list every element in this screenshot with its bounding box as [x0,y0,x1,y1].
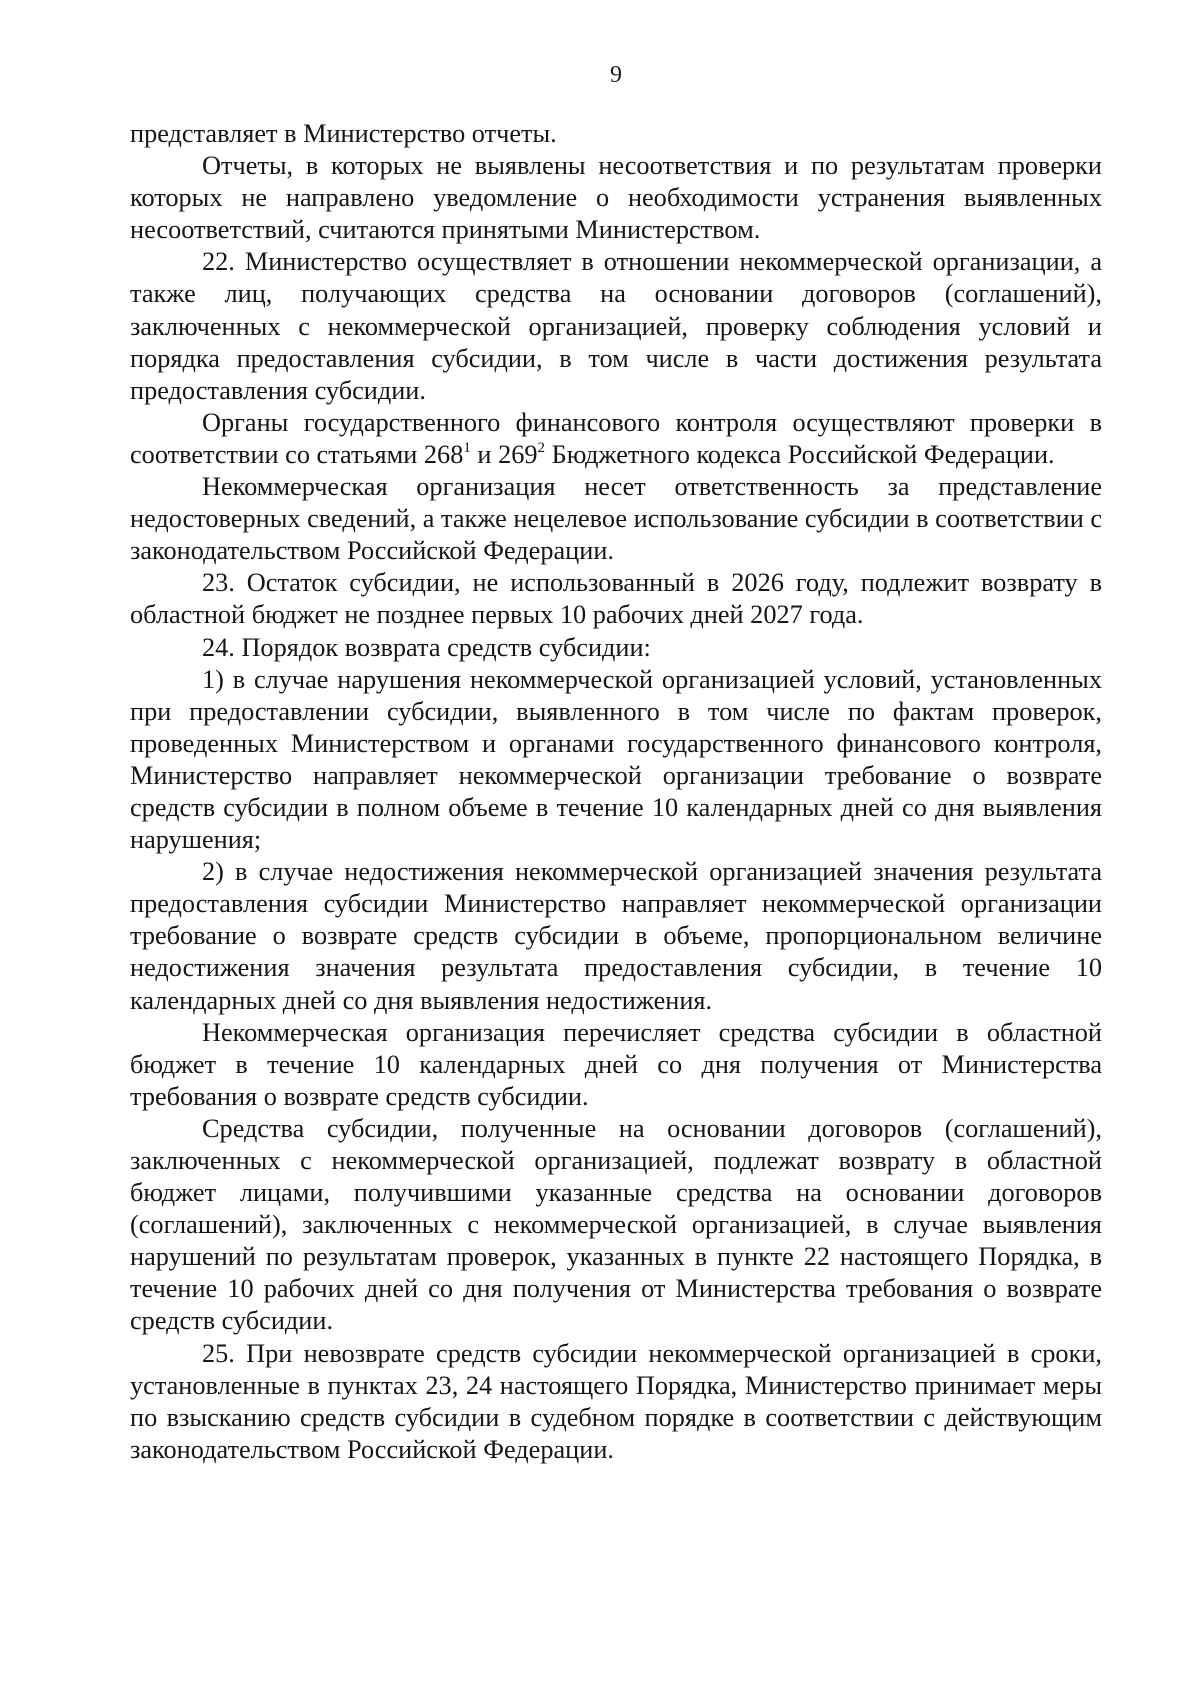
page-number: 9 [610,62,622,88]
paragraph-reports-accepted: Отчеты, в которых не выявлены несоответствия и по результатам проверки которых не направлено уведомление о необходимости устранения выявленных несоответствий, считаются принятыми Министерством. [130,151,1102,245]
footnote-superscript-2: 2 [537,440,546,457]
paragraph-contract-funds-return: Средства субсидии, полученные на основании договоров (соглашений), заключенных с некоммерческой организацией, подлежат возврату в областной бюджет лицами, получившими указанные средства на основании договоров (соглашений), заключенных с некоммерческой организацией, в случае выявления нарушений по результатам проверок, указанных в пункте 22 настоящего Порядка, в течение 10 рабочих дней со дня получения от Министерства требования о возврате средств субсидии. [130,1113,1102,1336]
footnote-superscript-1: 1 [463,440,471,457]
paragraph-financial-control-part-b: и 269 [470,439,538,469]
paragraph-responsibility: Некоммерческая организация несет ответственность за представление недостоверных сведений, а также нецелевое использование субсидии в соответствии с законодательством Российской Федерации. [130,472,1103,566]
paragraph-transfer-funds: Некоммерческая организация перечисляет средства субсидии в областной бюджет в течение 10 календарных дней со дня получения от Министерства требования о возврате средств субсидии. [130,1017,1102,1111]
paragraph-item-23: 23. Остаток субсидии, не использованный в 2026 году, подлежит возврату в областной бюджет не позднее первых 10 рабочих дней 2027 года. [130,568,1102,630]
paragraph-item-22: 22. Министерство осуществляет в отношении некоммерческой организации, а также лиц, получающих средства на основании договоров (соглашений), заключенных с некоммерческой организацией, проверку соблюдения условий и порядка предоставления субсидии, в том числе в части достижения результата предоставления субсидии. [130,247,1102,405]
paragraph-item-24-2: 2) в случае недостижения некоммерческой организацией значения результата предоставления субсидии Министерство направляет некоммерческой организации требование о возврате средств субсидии в объеме, пропорциональном величине недостижения значения результата предоставления субсидии, в течение 10 календарных дней со дня выявления недостижения. [130,857,1102,1015]
document-body [130,118,1102,1466]
paragraph-item-24-1: 1) в случае нарушения некоммерческой организацией условий, установленных при предоставлении субсидии, выявленного в том числе по фактам проверок, проведенных Министерством и органами государственного финансового контроля, Министерство направляет некоммерческой организации требование о возврате средств субсидии в полном объеме в течение 10 календарных дней со дня выявления нарушения; [130,664,1102,855]
paragraph-financial-control-part-c: Бюджетного кодекса Российской Федерации. [545,439,1055,469]
paragraph-financial-control [130,407,1102,471]
paragraph-item-24: 24. Порядок возврата средств субсидии: [202,632,651,662]
paragraph-financial-control-part-a: Органы государственного финансового контроля осуществляют проверки в соответствии со статьями 268 [130,407,1102,469]
paragraph-continuation: представляет в Министерство отчеты. [130,119,557,148]
paragraph-item-25: 25. При невозврате средств субсидии некоммерческой организацией в сроки, установленные в пунктах 23, 24 настоящего Порядка, Министерство принимает меры по взысканию средств субсидии в судебном порядке в соответствии с действующим законодательством Российской Федерации. [130,1338,1102,1464]
